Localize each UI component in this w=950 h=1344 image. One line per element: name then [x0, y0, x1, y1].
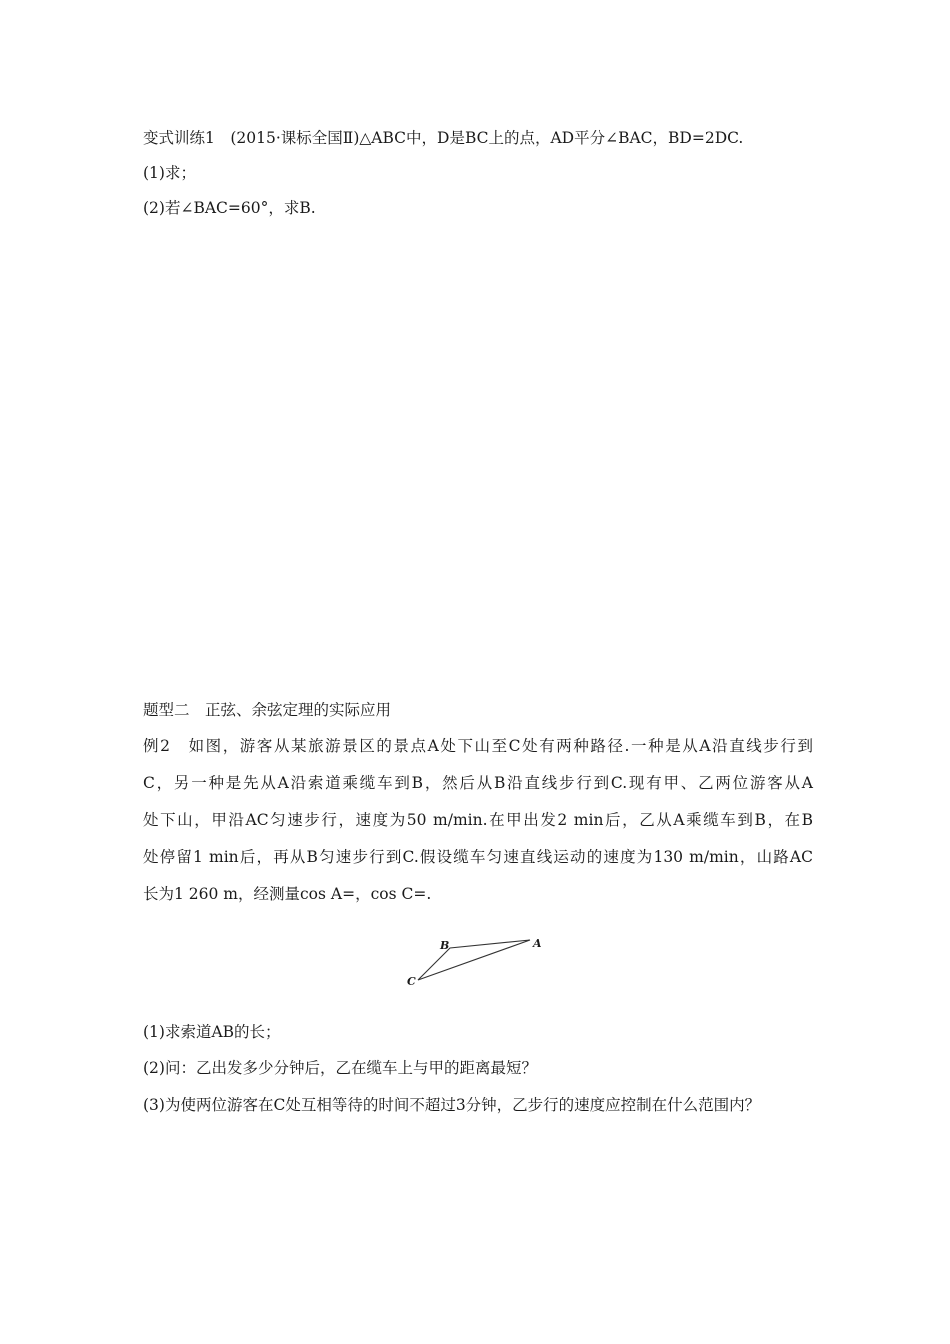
exercise-question-1: (1)求；	[143, 164, 196, 182]
question-1: (1)求索道AB的长；	[143, 1023, 281, 1041]
vertex-label-b: B	[440, 939, 450, 952]
question-2: (2)问：乙出发多少分钟后，乙在缆车上与甲的距离最短？	[143, 1059, 537, 1077]
triangle-abc	[418, 940, 530, 980]
triangle-figure	[400, 932, 550, 992]
section-heading: 题型二 正弦、余弦定理的实际应用	[143, 701, 392, 719]
example-line-5: 长为1 260 m，经测量cos A=，cos C=.	[143, 885, 432, 903]
example-line-3: 处下山，甲沿AC匀速步行，速度为50 m/min.在甲出发2 min后，乙从A乘缆车到B，在B	[143, 811, 813, 829]
vertex-label-c: C	[407, 975, 416, 988]
exercise-question-2: (2)若∠BAC=60°，求B.	[143, 199, 316, 217]
vertex-label-a: A	[533, 937, 542, 950]
example-line-1: 例2 如图，游客从某旅游景区的景点A处下山至C处有两种路径.一种是从A沿直线步行到	[143, 737, 813, 755]
example-line-4: 处停留1 min后，再从B匀速步行到C.假设缆车匀速直线运动的速度为130 m/min，山路AC	[143, 848, 813, 866]
question-3: (3)为使两位游客在C处互相等待的时间不超过3分钟，乙步行的速度应控制在什么范围内？	[143, 1096, 761, 1114]
example-line-2: C，另一种是先从A沿索道乘缆车到B，然后从B沿直线步行到C.现有甲、乙两位游客从A	[143, 774, 813, 792]
exercise-line-1: 变式训练1 (2015·课标全国Ⅱ)△ABC中，D是BC上的点，AD平分∠BAC，BD=2DC.	[143, 129, 744, 147]
